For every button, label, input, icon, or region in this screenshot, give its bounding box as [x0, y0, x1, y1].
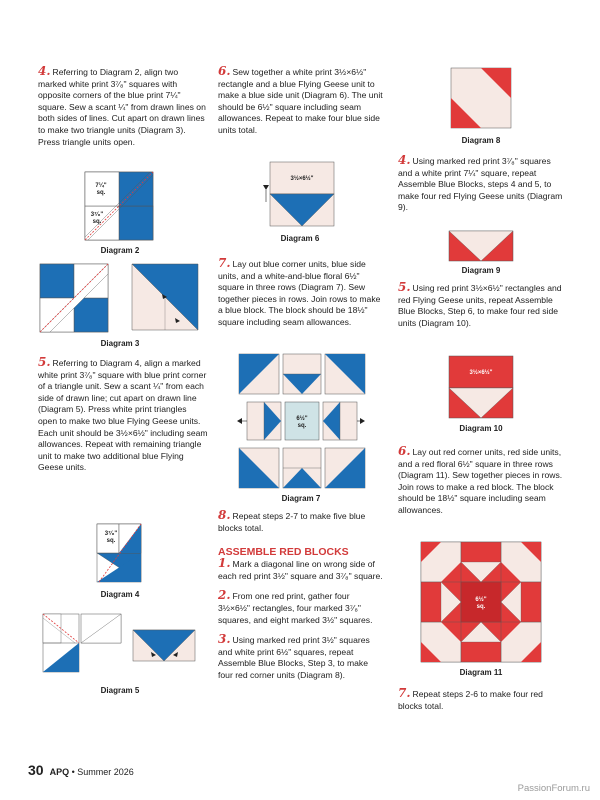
step-number: 3. — [218, 632, 231, 647]
right-column-3 — [398, 446, 563, 517]
right-column-4 — [398, 688, 563, 712]
step-text: Using red print 3½×6½" rectangles and red Flying Geese units, repeat Assemble Blue Blocks, Step 6, to make four red side units (Diagram 10). — [398, 283, 562, 328]
step-6-blue — [218, 66, 383, 137]
svg-text:sq.: sq. — [297, 423, 307, 429]
left-column — [38, 66, 208, 148]
step-1-red — [218, 558, 383, 582]
step-text: Using marked red print 3½" squares and white print 6½" squares, repeat Assemble Blue Blocks, Step 3, to make four red corner units (Diagram 8). — [218, 635, 370, 680]
rect-size-label: 3½×6½" — [290, 176, 314, 182]
step-number: 5. — [38, 355, 51, 369]
step-4-red — [398, 155, 563, 214]
caption-diagram-2: Diagram 2 — [100, 246, 140, 255]
step-text: Referring to Diagram 2, align two marked white print 3⁷⁄₈" squares with opposite corners of the blue print 7¼" square. Sew a scant ¼" from drawn lines on both sides of lines. Cut apart on drawn lines to make two triangle units (Diagram 3). Press triangle units open. — [38, 67, 206, 147]
step-5-blue — [38, 357, 208, 474]
step-text: Using marked red print 3⁷⁄₈" squares and a white print 7¼" square, repeat Assemble Blue Blocks, steps 4 and 5, to make four red Flying Geese units (Diagram 9). — [398, 156, 563, 213]
caption-diagram-5: Diagram 5 — [100, 686, 140, 695]
svg-text:sq.: sq. — [476, 604, 486, 610]
page-footer — [28, 762, 134, 778]
step-text: Lay out red corner units, red side units, and a red floral 6½" square in three rows (Diagram 11). Sew together pieces in rows. Join rows to make a red block. The block should be 18½" square including seam allowances. — [398, 447, 563, 515]
caption-diagram-11: Diagram 11 — [459, 668, 503, 677]
square-size-label: 7¼" — [95, 183, 107, 189]
right-column — [398, 155, 563, 214]
svg-text:sq.: sq. — [106, 538, 116, 544]
right-column-2 — [398, 282, 563, 329]
left-column-2 — [38, 357, 208, 474]
svg-text:sq.: sq. — [96, 190, 106, 196]
step-number: 6. — [218, 64, 231, 78]
rect-size-label: 3½×6½" — [469, 370, 493, 376]
step-8-blue — [218, 510, 383, 534]
diagram-4 — [97, 524, 147, 584]
square-size-label: 6½" — [296, 416, 308, 422]
step-text: Referring to Diagram 4, align a marked white print 3⁷⁄₈" square with blue print corner of a triangle unit. Sew a scant ¼" from each side of drawn line; cut apart on drawn line (Diagram 5). Press white print triangles open to make two blue Flying Geese units. Each unit should be 3½×6½" including seam allowances. Repeat with remaining triangle unit to make two additional blue Flying Geese units. — [38, 358, 208, 473]
diagram-9 — [449, 231, 513, 263]
step-6-red — [398, 446, 563, 517]
middle-column — [218, 66, 383, 137]
caption-diagram-7: Diagram 7 — [281, 494, 321, 503]
watermark: PassionForum.ru — [517, 783, 590, 794]
diagram-6 — [262, 160, 342, 230]
diagram-2 — [85, 172, 165, 242]
step-text: Repeat steps 2-7 to make five blue blocks total. — [218, 511, 366, 533]
step-text: Lay out blue corner units, blue side units, and a white-and-blue floral 6½" square in three rows (Diagram 7). Sew together pieces in rows. Join rows to make a blue block. The block should be 18½" square including seam allowances. — [218, 259, 381, 327]
step-7-blue — [218, 258, 383, 329]
step-number: 7. — [398, 686, 411, 700]
step-3-red — [218, 634, 383, 681]
step-7-red — [398, 688, 563, 712]
svg-text:sq.: sq. — [92, 219, 102, 225]
step-text: Repeat steps 2-6 to make four red blocks total. — [398, 689, 543, 711]
diagram-5 — [43, 614, 203, 676]
diagram-8 — [451, 68, 511, 130]
step-number: 4. — [398, 153, 411, 167]
diagram-11 — [421, 542, 541, 662]
issue-label: • Summer 2026 — [71, 767, 134, 777]
step-4-blue — [38, 66, 208, 148]
caption-diagram-6: Diagram 6 — [280, 234, 320, 243]
caption-diagram-9: Diagram 9 — [461, 266, 501, 275]
step-2-red — [218, 590, 383, 626]
diagram-10 — [449, 356, 513, 420]
diagram-3 — [40, 264, 200, 334]
step-number: 2. — [218, 588, 231, 603]
magazine-name: APQ — [49, 767, 70, 777]
caption-diagram-3: Diagram 3 — [100, 339, 140, 348]
section-heading-red-blocks: ASSEMBLE RED BLOCKS — [218, 546, 349, 559]
middle-column-2 — [218, 258, 383, 329]
square-size-label: 3⁷⁄₈" — [90, 212, 104, 218]
step-number: 8. — [218, 508, 231, 522]
step-text: Mark a diagonal line on wrong side of each red print 3½" square and 3⁷⁄₈" square. — [218, 559, 383, 581]
page-number: 30 — [28, 762, 44, 778]
caption-diagram-8: Diagram 8 — [461, 136, 501, 145]
step-5-red — [398, 282, 563, 329]
caption-diagram-10: Diagram 10 — [459, 424, 503, 433]
step-number: 6. — [398, 444, 411, 458]
caption-diagram-4: Diagram 4 — [100, 590, 140, 599]
square-size-label: 3⁷⁄₈" — [104, 531, 118, 537]
step-text: From one red print, gather four 3½×6½" rectangles, four marked 3⁷⁄₈" squares, and eight marked 3½" squares. — [218, 591, 373, 625]
step-number: 7. — [218, 256, 231, 270]
step-number: 4. — [38, 64, 51, 78]
step-number: 1. — [218, 556, 231, 571]
diagram-7 — [237, 352, 367, 492]
square-size-label: 6½" — [475, 597, 487, 603]
step-text: Sew together a white print 3½×6½" rectangle and a blue Flying Geese unit to make a blue side unit (Diagram 6). The unit should be 6½" square including seam allowances. Repeat to make four blue side units total. — [218, 67, 383, 135]
step-number: 5. — [398, 280, 411, 294]
middle-column-3 — [218, 510, 383, 682]
